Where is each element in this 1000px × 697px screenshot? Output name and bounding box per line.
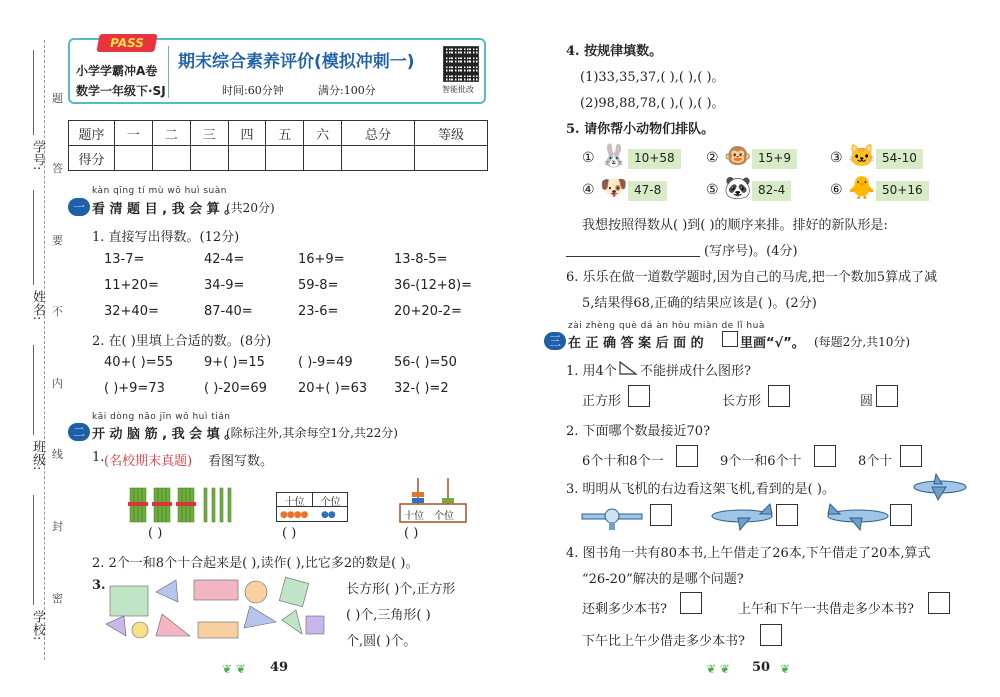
id-label: 学号:: [30, 140, 45, 171]
option-label: 上午和下午一共借走多少本书?: [738, 602, 914, 617]
section-title: 在 正 确 答 案 后 面 的: [568, 336, 704, 351]
score-cell[interactable]: [190, 146, 228, 171]
section-note: (除标注外,其余每空1分,共22分): [226, 426, 398, 440]
sprout-icon: ❦ ❦: [706, 662, 730, 676]
section-note: (共20分): [226, 201, 275, 215]
equation: 59-8=: [298, 278, 339, 293]
seal-char: 线: [52, 448, 63, 461]
fill-equation[interactable]: 9+( )=15: [204, 355, 265, 370]
equation: 36-(12+8)=: [394, 278, 472, 293]
seal-char: 题: [52, 92, 63, 105]
fill-equation[interactable]: ( )-9=49: [298, 355, 353, 370]
question-text: 3. 明明从飞机的右边看这架飞机,看到的是( )。: [566, 482, 835, 497]
question-text: 2. 2个一和8个十合起来是( ),读作( ),比它多2的数是( )。: [92, 556, 419, 571]
class-blank[interactable]: [33, 345, 34, 435]
ones-header: 个位: [313, 493, 348, 507]
answer-blank[interactable]: ( ): [148, 526, 163, 541]
chick-icon: 🐥: [848, 176, 876, 201]
answer-checkbox[interactable]: [876, 385, 898, 407]
ones-counters: ●●: [321, 510, 335, 520]
section-pinyin: kāi dòng nǎo jīn wǒ huì tián: [92, 412, 231, 422]
score-cell[interactable]: [115, 146, 153, 171]
option-label: 圆: [860, 394, 874, 409]
shape-count-line[interactable]: ( )个,三角形( ): [346, 608, 431, 623]
animal-number: ③: [830, 150, 843, 166]
equation: 20+20-2=: [394, 304, 462, 319]
option-label: 8个十: [858, 454, 893, 469]
score-cell[interactable]: [266, 146, 304, 171]
question-number: 3.: [92, 578, 106, 593]
animal-number: ②: [706, 150, 719, 166]
animal-number: ⑤: [706, 182, 719, 198]
table-header-cell: 五: [266, 121, 304, 146]
sequence-row[interactable]: (1)33,35,37,( ),( ),( )。: [580, 70, 725, 85]
answer-blank[interactable]: ( ): [282, 526, 297, 541]
table-header-cell: 六: [304, 121, 342, 146]
animal-expression: 10+58: [628, 149, 681, 169]
tens-header: 十位: [277, 493, 313, 507]
page-number-right: 50: [752, 660, 771, 675]
answer-checkbox[interactable]: [760, 624, 782, 646]
equation: 13-8-5=: [394, 252, 448, 267]
fill-equation[interactable]: 20+( )=63: [298, 381, 368, 396]
equation: 32+40=: [104, 304, 159, 319]
option-label: 6个十和8个一: [582, 454, 664, 469]
answer-checkbox[interactable]: [628, 385, 650, 407]
exam-title: 期末综合素养评价(模拟冲刺一): [178, 52, 415, 72]
pass-logo: PASS: [96, 34, 157, 52]
score-cell[interactable]: [342, 146, 415, 171]
option-label: 正方形: [582, 394, 622, 409]
option-label: 下午比上午少借走多少本书?: [582, 634, 745, 649]
section-title: 看 清 题 目 , 我 会 算 。: [92, 202, 238, 217]
equation: 87-40=: [204, 304, 253, 319]
airplane-icon: [912, 472, 968, 502]
equation: 13-7=: [104, 252, 145, 267]
answer-checkbox[interactable]: [928, 592, 950, 614]
table-header-cell: 总分: [342, 121, 415, 146]
checkbox-square-icon: [722, 331, 738, 347]
equation: 11+20=: [104, 278, 159, 293]
option-label: 9个一和6个十: [720, 454, 802, 469]
section-number: 一: [68, 198, 90, 216]
question-title: 1. 直接写出得数。(12分): [92, 230, 240, 245]
answer-checkbox[interactable]: [900, 445, 922, 467]
fill-equation[interactable]: ( )+9=73: [104, 381, 165, 396]
tens-counters: ●●●●: [280, 510, 308, 520]
score-cell[interactable]: [415, 146, 488, 171]
section-pinyin: zài zhèng què dá àn hòu miàn de lǐ huà: [568, 321, 765, 331]
order-hint: (写序号)。(4分): [704, 244, 798, 259]
class-label: 班级:: [30, 440, 45, 471]
sprout-icon: ❦ ❦: [222, 662, 246, 676]
seal-char: 内: [52, 377, 63, 390]
table-header-cell: 一: [115, 121, 153, 146]
question-text[interactable]: 5,结果得68,正确的结果应该是( )。(2分): [582, 296, 817, 311]
triangle-icon: [618, 360, 638, 376]
seal-char: 封: [52, 520, 63, 533]
answer-checkbox[interactable]: [676, 445, 698, 467]
animal-number: ④: [582, 182, 595, 198]
table-header-cell: 四: [228, 121, 266, 146]
seal-char: 要: [52, 234, 63, 247]
monkey-icon: 🐵: [724, 144, 752, 169]
answer-checkbox[interactable]: [776, 504, 798, 526]
page-number-left: 49: [270, 660, 289, 675]
time-limit: 时间:60分钟: [222, 84, 284, 97]
animal-expression: 82-4: [752, 181, 791, 201]
question-title: 2. 在( )里填上合适的数。(8分): [92, 334, 272, 349]
section-title-tail: 里画“√”。: [740, 336, 805, 351]
airplane-side-left-icon: [710, 500, 774, 532]
section-title: 开 动 脑 筋 , 我 会 填 。: [92, 427, 238, 442]
score-cell[interactable]: [228, 146, 266, 171]
question-title: 5. 请你帮小动物们排队。: [566, 122, 715, 137]
animal-expression: 47-8: [628, 181, 667, 201]
qr-caption: 智能批改: [442, 85, 474, 94]
sprout-icon: ❦: [780, 662, 791, 676]
abacus-ones-label: 个位: [434, 511, 454, 522]
sequence-row[interactable]: (2)98,88,78,( ),( ),( )。: [580, 96, 725, 111]
equation: 16+9=: [298, 252, 345, 267]
table-header-cell: 等级: [415, 121, 488, 146]
order-sentence[interactable]: 我想按照得数从( )到( )的顺序来排。排好的新队形是:: [582, 218, 888, 233]
question-text: 看图写数。: [208, 454, 274, 469]
place-value-chart: [276, 492, 348, 522]
series-name: 小学学霸冲A卷: [76, 64, 158, 78]
exam-tag: (名校期末真题): [104, 454, 193, 469]
answer-checkbox[interactable]: [768, 385, 790, 407]
section-pinyin: kàn qīng tí mù wǒ huì suàn: [92, 186, 227, 196]
table-header-cell: 二: [152, 121, 190, 146]
animal-expression: 54-10: [876, 149, 923, 169]
shapes-image: [106, 576, 338, 640]
school-label: 学校:: [30, 610, 45, 641]
stick-bundles-image: [128, 484, 238, 526]
school-blank[interactable]: [33, 495, 34, 605]
score-cell[interactable]: [152, 146, 190, 171]
option-label: 还剩多少本书?: [582, 602, 667, 617]
dog-icon: 🐶: [600, 176, 628, 201]
option-label: 长方形: [722, 394, 762, 409]
abacus-tens-label: 十位: [404, 511, 424, 522]
fill-equation[interactable]: 32-( )=2: [394, 381, 449, 396]
equation: 34-9=: [204, 278, 245, 293]
seal-char: 密: [52, 592, 63, 605]
fill-equation[interactable]: 56-( )=50: [394, 355, 457, 370]
equation: 23-6=: [298, 304, 339, 319]
equation: 42-4=: [204, 252, 245, 267]
id-blank[interactable]: [33, 50, 34, 135]
cat-icon: 🐱: [848, 144, 876, 169]
question-text: 4. 图书角一共有80本书,上午借走了26本,下午借走了20本,算式: [566, 546, 931, 561]
airplane-front-view-icon: [580, 504, 644, 532]
answer-checkbox[interactable]: [890, 504, 912, 526]
airplane-side-right-icon: [826, 500, 890, 532]
order-answer-line[interactable]: [566, 256, 700, 257]
fill-equation[interactable]: ( )-20=69: [204, 381, 267, 396]
question-text: 1. 用4个: [566, 364, 617, 379]
animal-number: ①: [582, 150, 595, 166]
full-score: 满分:100分: [318, 84, 376, 97]
score-table: [68, 120, 488, 171]
question-text: 2. 下面哪个数最接近70?: [566, 424, 711, 439]
binding-line: [44, 40, 45, 660]
shape-count-line[interactable]: 个,圆( )个。: [346, 634, 417, 649]
section-number: 三: [544, 332, 566, 350]
answer-checkbox[interactable]: [814, 445, 836, 467]
section-note: (每题2分,共10分): [814, 335, 911, 349]
subject-grade: 数学一年级下·SJ: [76, 84, 166, 98]
question-text: 不能拼成什么图形?: [640, 364, 751, 379]
seal-char: 不: [52, 305, 63, 318]
name-blank[interactable]: [33, 190, 34, 285]
panda-icon: 🐼: [724, 176, 752, 201]
section-number: 二: [68, 423, 90, 441]
question-text: 6. 乐乐在做一道数学题时,因为自己的马虎,把一个数加5算成了减: [566, 270, 938, 285]
answer-blank[interactable]: ( ): [404, 526, 419, 541]
table-header-cell: 题序: [69, 121, 115, 146]
animal-expression: 15+9: [752, 149, 797, 169]
animal-expression: 50+16: [876, 181, 929, 201]
question-text: “26-20”解决的是哪个问题?: [582, 572, 744, 587]
seal-char: 答: [52, 162, 63, 175]
animal-number: ⑥: [830, 182, 843, 198]
table-row-label: 得分: [69, 146, 115, 171]
question-number: 1.: [92, 450, 105, 465]
question-title: 4. 按规律填数。: [566, 44, 663, 59]
qr-code-icon[interactable]: [443, 46, 479, 82]
name-label: 姓名:: [30, 290, 45, 321]
table-header-cell: 三: [190, 121, 228, 146]
rabbit-icon: 🐰: [600, 144, 628, 169]
fill-equation[interactable]: 40+( )=55: [104, 355, 174, 370]
score-cell[interactable]: [304, 146, 342, 171]
shape-count-line[interactable]: 长方形( )个,正方形: [346, 582, 456, 597]
answer-checkbox[interactable]: [680, 592, 702, 614]
answer-checkbox[interactable]: [650, 504, 672, 526]
